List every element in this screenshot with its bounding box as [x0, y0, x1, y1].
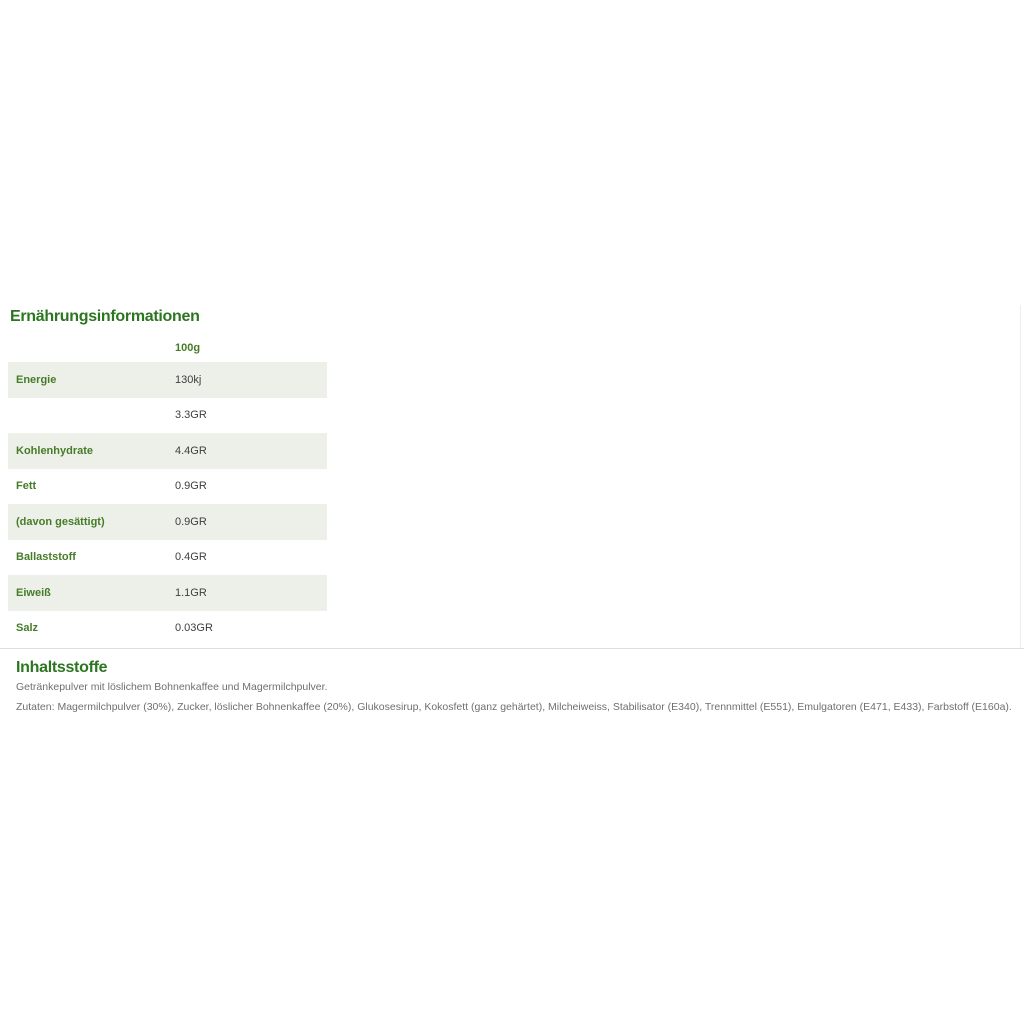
section-divider	[0, 648, 1024, 649]
row-value: 4.4GR	[175, 444, 207, 457]
row-label: Energie	[16, 373, 57, 386]
table-row	[8, 469, 327, 505]
row-value: 3.3GR	[175, 409, 207, 422]
right-border-line	[1020, 305, 1021, 649]
row-label: Ballaststoff	[16, 551, 76, 564]
table-row	[8, 611, 327, 647]
row-label: Salz	[16, 622, 39, 635]
row-value: 130kj	[175, 373, 202, 386]
table-row	[8, 575, 327, 611]
table-row	[8, 540, 327, 576]
row-value: 0.03GR	[175, 622, 213, 635]
row-label: Fett	[16, 480, 37, 493]
table-row	[8, 362, 327, 398]
table-header-row	[8, 334, 327, 362]
row-label: Kohlenhydrate	[16, 444, 94, 457]
table-row	[8, 433, 327, 469]
ingredients-description: Getränkepulver mit löslichem Bohnenkaffee und Magermilchpulver.	[16, 681, 328, 693]
ingredients-title: Inhaltsstoffe	[16, 659, 108, 676]
column-header-100g: 100g	[175, 342, 201, 354]
nutrition-title: Ernährungsinformationen	[10, 308, 200, 325]
ingredients-list: Zutaten: Magermilchpulver (30%), Zucker, löslicher Bohnenkaffee (20%), Glukosesirup, Kokosfett (ganz gehärtet), Milcheiweiss, Stabilisator (E340), Trennmittel (E551), Emulgatoren (E471, E433), Farbstoff (E160a).	[16, 701, 1012, 713]
row-value: 0.9GR	[175, 515, 207, 528]
row-value: 0.4GR	[175, 551, 207, 564]
row-value: 0.9GR	[175, 480, 207, 493]
table-row	[8, 504, 327, 540]
nutrition-table	[8, 334, 327, 646]
row-label: (davon gesättigt)	[16, 515, 105, 528]
row-label: Eiweiß	[16, 586, 51, 599]
table-row	[8, 398, 327, 434]
row-value: 1.1GR	[175, 586, 207, 599]
